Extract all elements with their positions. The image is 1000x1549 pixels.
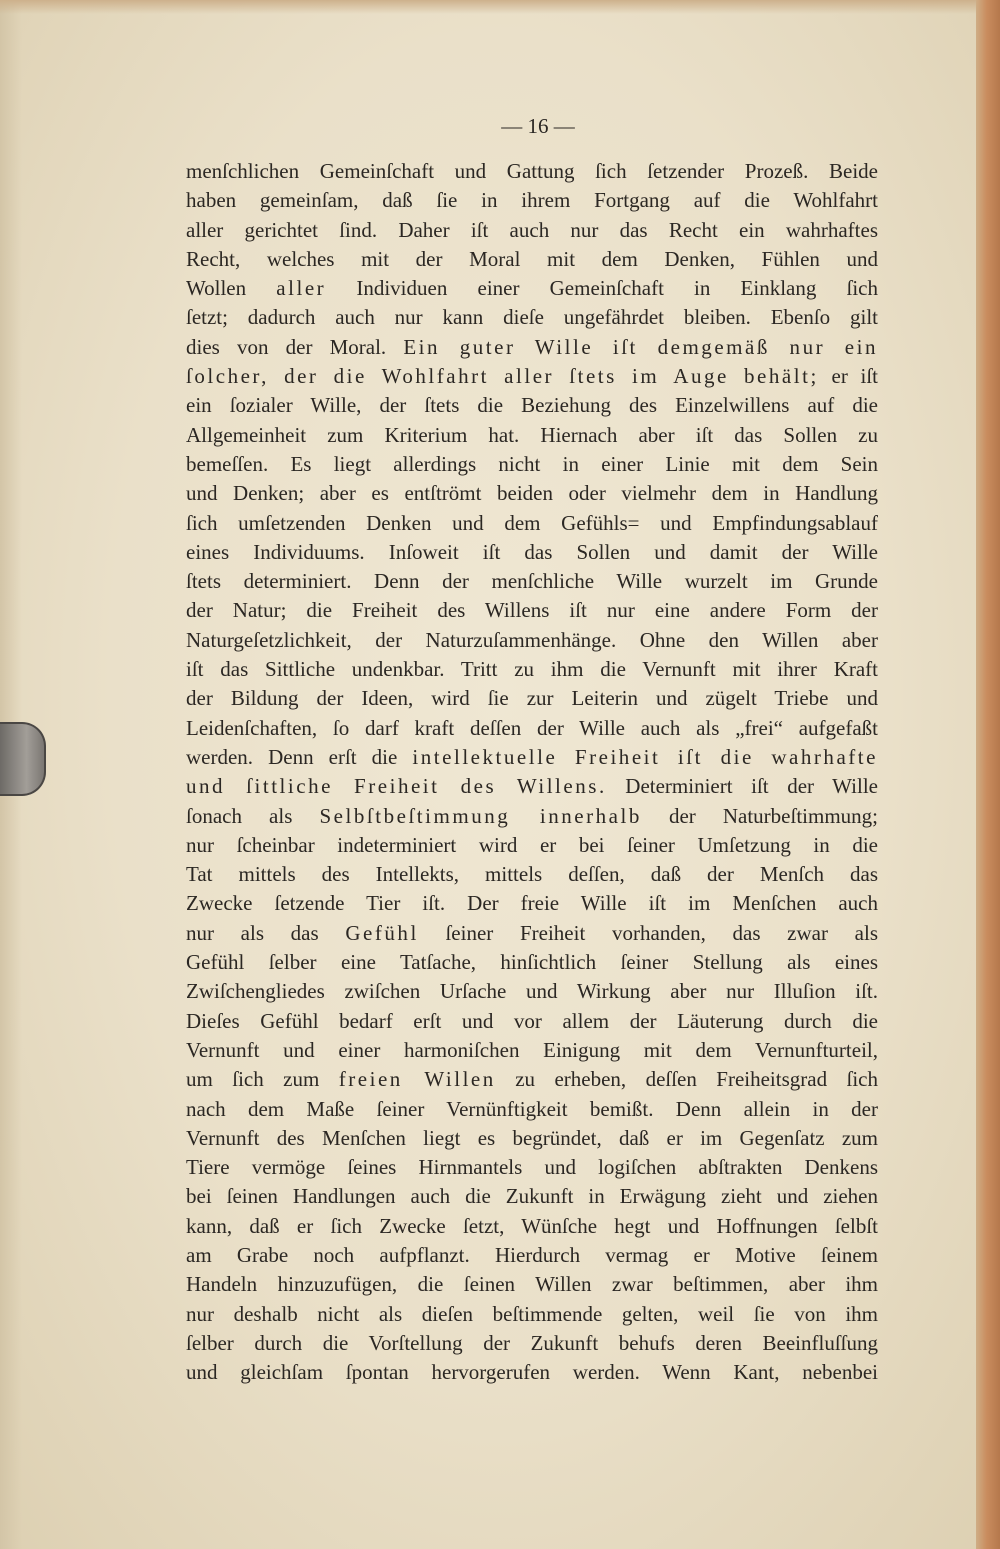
text-line (186, 714, 878, 743)
text-line (186, 1153, 878, 1182)
text-line (186, 1036, 878, 1065)
text-segment: ſtets determiniert. Denn der menſchliche Wille wurzelt im Grunde (186, 569, 878, 594)
text-segment: Leidenſchaften, ſo darf kraft deſſen der Wille auch als „frei“ aufgefaßt (186, 715, 878, 740)
text-segment: Naturgeſetzlichkeit, der Naturzuſammenhänge. Ohne den Willen aber (186, 627, 878, 652)
text-line (186, 1270, 878, 1299)
text-segment: Vernunft und einer harmoniſchen Einigung mit dem Vernunfturteil, (186, 1037, 878, 1062)
text-segment: Zwiſchengliedes zwiſchen Urſache und Wirkung aber nur Illuſion iſt. (186, 979, 878, 1004)
text-line (186, 1007, 878, 1036)
spaced-emphasis-text: Ein guter Wille iſt demgemäß nur ein (403, 334, 878, 359)
text-segment: Tiere vermöge ſeines Hirnmantels und logiſchen abſtrakten Denkens (186, 1155, 878, 1180)
text-line (186, 157, 878, 186)
text-segment: bemeſſen. Es liegt allerdings nicht in einer Linie mit dem Sein (186, 451, 878, 476)
text-line (186, 216, 878, 245)
binding-edge (976, 0, 1000, 1549)
text-line (186, 303, 878, 332)
spaced-emphasis-text: Selbſtbeſtimmung innerhalb (319, 803, 642, 828)
text-segment: Gefühl ſelber eine Tatſache, hinſichtlich ſeiner Stellung als eines (186, 950, 878, 975)
text-line (186, 1358, 878, 1387)
text-segment: bei ſeinen Handlungen auch die Zukunft in Erwägung zieht und ziehen (186, 1184, 878, 1209)
text-segment: und gleichſam ſpontan hervorgerufen werden. Wenn Kant, nebenbei (186, 1360, 878, 1385)
text-segment: menſchlichen Gemeinſchaft und Gattung ſich ſetzender Prozeß. Beide (186, 159, 878, 183)
spaced-emphasis-text: und ſittliche Freiheit des Willens. (186, 774, 607, 799)
text-line (186, 274, 878, 303)
text-line (186, 1095, 878, 1124)
text-block (186, 157, 878, 1387)
text-line (186, 538, 878, 567)
text-line (186, 919, 878, 948)
text-line (186, 1212, 878, 1241)
text-segment: Handeln hinzuzufügen, die ſeinen Willen zwar beſtimmen, aber ihm (186, 1272, 878, 1297)
page-clip (0, 722, 46, 796)
text-line (186, 1065, 878, 1094)
text-segment: ein ſozialer Wille, der ſtets die Beziehung des Einzelwillens auf die (186, 393, 878, 418)
text-line (186, 772, 878, 801)
text-segment: ſeiner Freiheit vorhanden, das zwar als (418, 920, 878, 945)
text-segment: Tat mittels des Intellekts, mittels deſſen, daß der Menſch das (186, 862, 878, 887)
spaced-emphasis-text: Gefühl (345, 920, 419, 945)
text-segment: ſonach als (186, 803, 320, 828)
text-segment: nur ſcheinbar indeterminiert wird er bei ſeiner Umſetzung in die (186, 832, 878, 857)
text-line (186, 655, 878, 684)
text-segment: der Natur; die Freiheit des Willens iſt nur eine andere Form der (186, 598, 878, 623)
spaced-emphasis-text: intellektuelle Freiheit iſt die wahrhafte (412, 744, 878, 769)
text-segment: eines Individuums. Inſoweit iſt das Sollen und damit der Wille (186, 539, 878, 564)
text-segment: kann, daß er ſich Zwecke ſetzt, Wünſche hegt und Hoffnungen ſelbſt (186, 1213, 878, 1238)
text-segment: Dieſes Gefühl bedarf erſt und vor allem der Läuterung durch die (186, 1008, 878, 1033)
text-segment: Individuen einer Gemeinſchaft in Einklang ſich (326, 276, 879, 301)
text-line (186, 1241, 878, 1270)
text-line (186, 743, 878, 772)
text-line (186, 391, 878, 420)
text-segment: Vernunft des Menſchen liegt es begründet, daß er im Gegenſatz zum (186, 1125, 878, 1150)
text-segment: und Denken; aber es entſtrömt beiden oder vielmehr dem in Handlung (186, 481, 878, 506)
text-line (186, 567, 878, 596)
text-line (186, 245, 878, 274)
text-line (186, 1329, 878, 1358)
text-line (186, 421, 878, 450)
text-segment: iſt das Sittliche undenkbar. Tritt zu ihm die Vernunft mit ihrer Kraft (186, 657, 878, 682)
text-segment: nach dem Maße ſeiner Vernünftigkeit bemißt. Denn allein in der (186, 1096, 878, 1121)
text-segment: haben gemeinſam, daß ſie in ihrem Fortgang auf die Wohlfahrt (186, 188, 878, 213)
text-line (186, 333, 878, 362)
text-line (186, 1124, 878, 1153)
spaced-emphasis-text: freien Willen (338, 1067, 496, 1092)
text-segment: aller gerichtet ſind. Daher iſt auch nur das Recht ein wahrhaftes (186, 217, 878, 242)
text-segment: Allgemeinheit zum Kriterium hat. Hiernach aber iſt das Sollen zu (186, 422, 878, 447)
text-segment: Wollen (186, 276, 277, 301)
text-segment: Recht, welches mit der Moral mit dem Denken, Fühlen und (186, 246, 878, 271)
text-line (186, 479, 878, 508)
text-line (186, 831, 878, 860)
text-segment: nur deshalb nicht als dieſen beſtimmende gelten, weil ſie von ihm (186, 1301, 878, 1326)
text-line (186, 1182, 878, 1211)
text-line (186, 596, 878, 625)
page-number: — 16 — (501, 114, 575, 138)
text-line (186, 186, 878, 215)
page-top-edge (0, 0, 1000, 14)
text-line (186, 509, 878, 538)
spaced-emphasis-text: aller (276, 276, 327, 301)
text-line (186, 362, 878, 391)
text-segment: Zwecke ſetzende Tier iſt. Der freie Wille iſt im Menſchen auch (186, 891, 878, 916)
text-segment: der Naturbeſtimmung; (641, 803, 878, 828)
text-segment: ſetzt; dadurch auch nur kann dieſe ungefährdet bleiben. Ebenſo gilt (186, 305, 878, 330)
text-segment: Determiniert iſt der Wille (606, 774, 878, 799)
text-line (186, 626, 878, 655)
text-line (186, 802, 878, 831)
text-segment: zu erheben, deſſen Freiheitsgrad ſich (495, 1067, 878, 1092)
text-segment: nur als das (186, 920, 346, 945)
text-segment: er iſt (818, 364, 878, 389)
text-line (186, 1300, 878, 1329)
text-line (186, 889, 878, 918)
text-segment: ſich umſetzenden Denken und dem Gefühls= und Empfindungsablauf (186, 510, 878, 535)
text-segment: werden. Denn erſt die (186, 744, 413, 769)
text-line (186, 977, 878, 1006)
text-segment: der Bildung der Ideen, wird ſie zur Leiterin und zügelt Triebe und (186, 686, 878, 711)
text-segment: dies von der Moral. (186, 334, 404, 359)
text-segment: am Grabe noch aufpflanzt. Hierdurch vermag er Motive ſeinem (186, 1242, 878, 1267)
text-line (186, 450, 878, 479)
text-line (186, 684, 878, 713)
text-segment: ſelber durch die Vorſtellung der Zukunft behufs deren Beeinfluſſung (186, 1330, 878, 1355)
text-segment: um ſich zum (186, 1067, 339, 1092)
text-line (186, 860, 878, 889)
spaced-emphasis-text: ſolcher, der die Wohlfahrt aller ſtets im Auge behält; (186, 364, 819, 389)
text-line (186, 948, 878, 977)
